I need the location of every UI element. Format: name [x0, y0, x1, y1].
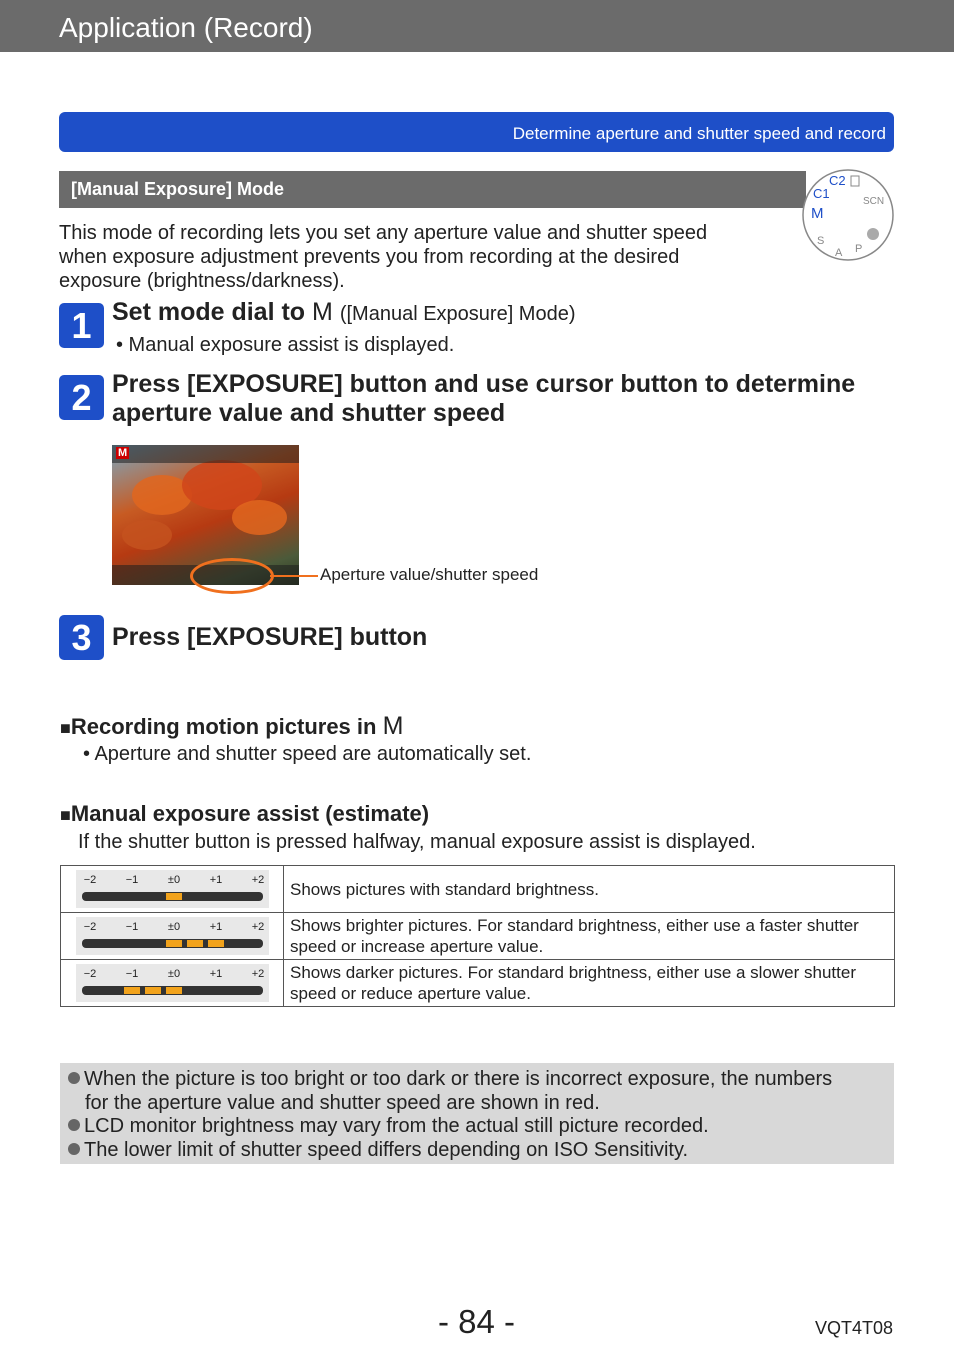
manual-mode-icon: M	[312, 298, 333, 326]
step-3-number: 3	[59, 615, 104, 660]
meter-segment	[145, 987, 161, 994]
document-code: VQT4T08	[815, 1318, 894, 1338]
meter-segment	[187, 940, 203, 947]
exposure-meter-graphic	[76, 964, 269, 1002]
meter-cell	[61, 913, 284, 960]
dial-label-c2: C2	[829, 173, 846, 188]
meter-scale-label: +2	[251, 921, 264, 933]
meter-segment	[166, 940, 182, 947]
dial-label-scn: SCN	[863, 196, 885, 207]
bullet-dot-icon	[68, 1143, 80, 1155]
meter-segment	[208, 940, 224, 947]
meter-cell	[61, 960, 284, 1007]
exposure-meter-graphic	[76, 917, 269, 955]
notes-box	[60, 1063, 894, 1164]
exposure-meter-darker	[76, 964, 269, 1002]
step-1-number: 1	[59, 303, 104, 348]
bullet-dot-icon	[68, 1119, 80, 1131]
table-row	[61, 913, 895, 960]
dial-label-c1: C1	[813, 186, 830, 201]
meter-scale-label: +1	[209, 968, 222, 980]
square-bullet-icon: ■	[60, 718, 71, 738]
assist-description: If the shutter button is pressed halfway, manual exposure assist is displayed.	[78, 831, 756, 853]
meter-scale-label: −1	[125, 874, 138, 886]
section-title-bar	[59, 171, 806, 208]
table-row	[61, 960, 895, 1007]
note-item: When the picture is too bright or too dark or there is incorrect exposure, the numbers	[68, 1067, 832, 1091]
aperture-shutter-callout: Aperture value/shutter speed	[320, 565, 539, 584]
dial-label-p: P	[855, 243, 863, 255]
dial-label-m: M	[811, 205, 824, 222]
callout-line	[270, 575, 318, 577]
exposure-meter-standard	[76, 870, 269, 908]
meter-segment	[166, 987, 182, 994]
aperture-shutter-highlight	[190, 558, 274, 594]
meter-scale-label: ±0	[167, 874, 180, 886]
meter-scale-label: −2	[83, 874, 96, 886]
table-row	[61, 866, 895, 913]
section-intro: This mode of recording lets you set any aperture value and shutter speed when exposure adjustment prevents you from recording at the desired exposure (brightness/darkness).	[59, 222, 708, 292]
step-2-heading	[112, 370, 855, 428]
step-2-title-line1: Press [EXPOSURE] button and use cursor button to determine	[112, 370, 856, 398]
meter-scale-label: −2	[83, 968, 96, 980]
row-description: Shows brighter pictures. For standard brightness, either use a faster shutter speed or increase aperture value.	[284, 913, 895, 960]
square-bullet-icon: ■	[60, 805, 71, 825]
meter-cell	[61, 866, 284, 913]
meter-scale-label: +1	[209, 921, 222, 933]
meter-scale-label: −1	[125, 968, 138, 980]
manual-mode-icon: M	[382, 712, 404, 740]
assist-heading	[60, 801, 429, 827]
breadcrumb[interactable]: Determine aperture and shutter speed and record	[512, 124, 886, 143]
meter-scale-label: +2	[251, 968, 264, 980]
row-description: Shows pictures with standard brightness.	[284, 866, 895, 913]
note-item: LCD monitor brightness may vary from the actual still picture recorded.	[68, 1114, 709, 1138]
step-1-title: Set mode dial to	[112, 298, 306, 326]
meter-scale-label: +1	[209, 874, 222, 886]
exposure-assist-table	[60, 865, 895, 1007]
note-item: The lower limit of shutter speed differs depending on ISO Sensitivity.	[68, 1138, 688, 1162]
dial-label-s: S	[817, 235, 825, 247]
note-item-continued: for the aperture value and shutter speed are shown in red.	[85, 1092, 600, 1114]
meter-scale-label: −1	[125, 921, 138, 933]
step-1-bullet: • Manual exposure assist is displayed.	[116, 334, 455, 356]
assist-heading-text: Manual exposure assist (estimate)	[70, 801, 430, 826]
meter-segment	[166, 893, 182, 900]
meter-segment	[124, 987, 140, 994]
dial-label-a: A	[835, 247, 843, 259]
motion-heading	[60, 712, 403, 741]
meter-scale-label: +2	[251, 874, 264, 886]
section-title: [Manual Exposure] Mode	[71, 179, 285, 199]
page-title: Application (Record)	[59, 12, 313, 43]
exposure-meter-brighter	[76, 917, 269, 955]
meter-scale-label: ±0	[167, 921, 180, 933]
mode-dial-icon	[801, 168, 895, 262]
bullet-dot-icon	[68, 1072, 80, 1084]
exposure-meter-graphic	[76, 870, 269, 908]
meter-scale-label: −2	[83, 921, 96, 933]
step-1-heading	[112, 298, 576, 329]
motion-heading-text: Recording motion pictures in	[70, 714, 377, 739]
breadcrumb-bar	[59, 112, 894, 152]
page-number: - 84 -	[438, 1303, 516, 1340]
step-2-title-line2: aperture value and shutter speed	[112, 399, 506, 427]
manual-mode-badge-icon: M	[118, 447, 128, 459]
row-description: Shows darker pictures. For standard brightness, either use a slower shutter speed or reduce aperture value.	[284, 960, 895, 1007]
step-2-number: 2	[59, 375, 104, 420]
motion-bullet: • Aperture and shutter speed are automatically set.	[83, 743, 532, 765]
meter-scale-label: ±0	[167, 968, 180, 980]
dial-mark	[867, 228, 879, 240]
step-3-title: Press [EXPOSURE] button	[112, 623, 428, 651]
header-bar	[0, 0, 954, 52]
step-1-subtitle: ([Manual Exposure] Mode)	[339, 303, 576, 325]
